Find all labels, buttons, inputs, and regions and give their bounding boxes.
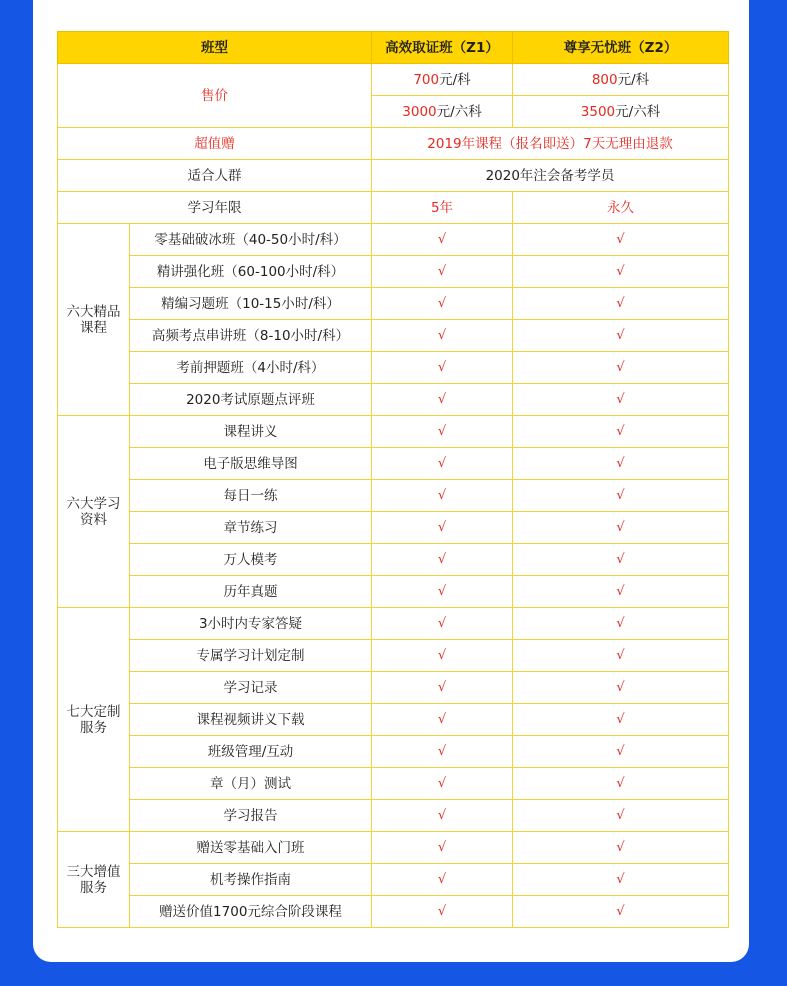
price-z1-single-unit: 元/科 <box>439 71 471 88</box>
term-z2: 永久 <box>513 192 729 224</box>
check-mark-z2: √ <box>513 448 729 480</box>
group-title-text: 六大学习 资料 <box>66 495 121 528</box>
bonus-label: 超值赠 <box>58 128 372 160</box>
price-z1-single-number: 700 <box>413 71 440 88</box>
feature-row <box>58 448 729 480</box>
check-mark-z2: √ <box>513 544 729 576</box>
header-plan-z1: 高效取证班（Z1） <box>372 32 513 64</box>
feature-name: 班级管理/互动 <box>130 736 372 768</box>
feature-row <box>58 832 729 864</box>
feature-row <box>58 672 729 704</box>
audience-label: 适合人群 <box>58 160 372 192</box>
feature-name: 2020考试原题点评班 <box>130 384 372 416</box>
feature-row <box>58 224 729 256</box>
check-mark-z1: √ <box>372 832 513 864</box>
check-mark-z2: √ <box>513 384 729 416</box>
check-mark-z1: √ <box>372 544 513 576</box>
check-mark-z2: √ <box>513 320 729 352</box>
feature-name: 专属学习计划定制 <box>130 640 372 672</box>
check-mark-z2: √ <box>513 416 729 448</box>
feature-row <box>58 480 729 512</box>
group-title <box>58 416 130 608</box>
check-mark-z1: √ <box>372 320 513 352</box>
check-mark-z2: √ <box>513 480 729 512</box>
check-mark-z1: √ <box>372 736 513 768</box>
check-mark-z2: √ <box>513 512 729 544</box>
check-mark-z2: √ <box>513 832 729 864</box>
price-row-single <box>58 64 729 96</box>
header-plan-z2: 尊享无忧班（Z2） <box>513 32 729 64</box>
check-mark-z1: √ <box>372 864 513 896</box>
feature-row <box>58 640 729 672</box>
check-mark-z1: √ <box>372 576 513 608</box>
check-mark-z1: √ <box>372 480 513 512</box>
check-mark-z1: √ <box>372 672 513 704</box>
check-mark-z2: √ <box>513 800 729 832</box>
feature-name: 高频考点串讲班（8-10小时/科） <box>130 320 372 352</box>
check-mark-z1: √ <box>372 224 513 256</box>
feature-name: 课程视频讲义下载 <box>130 704 372 736</box>
feature-name: 每日一练 <box>130 480 372 512</box>
check-mark-z2: √ <box>513 672 729 704</box>
feature-row <box>58 320 729 352</box>
term-row <box>58 192 729 224</box>
price-z2-single-unit: 元/科 <box>617 71 650 88</box>
check-mark-z2: √ <box>513 864 729 896</box>
check-mark-z1: √ <box>372 384 513 416</box>
check-mark-z2: √ <box>513 896 729 928</box>
price-z1-six <box>372 96 513 128</box>
bonus-value: 2019年课程（报名即送）7天无理由退款 <box>372 128 729 160</box>
group-title <box>58 832 130 928</box>
feature-name: 精编习题班（10-15小时/科） <box>130 288 372 320</box>
price-z1-six-number: 3000 <box>402 103 437 120</box>
feature-row <box>58 416 729 448</box>
feature-row <box>58 736 729 768</box>
price-z2-six <box>513 96 729 128</box>
feature-name: 学习报告 <box>130 800 372 832</box>
feature-row <box>58 704 729 736</box>
check-mark-z1: √ <box>372 768 513 800</box>
check-mark-z1: √ <box>372 512 513 544</box>
check-mark-z2: √ <box>513 640 729 672</box>
feature-row <box>58 352 729 384</box>
price-z1-single <box>372 64 513 96</box>
feature-row <box>58 800 729 832</box>
feature-name: 课程讲义 <box>130 416 372 448</box>
price-label: 售价 <box>58 64 372 128</box>
feature-row <box>58 512 729 544</box>
feature-name: 机考操作指南 <box>130 864 372 896</box>
feature-name: 考前押题班（4小时/科） <box>130 352 372 384</box>
price-z2-single <box>513 64 729 96</box>
check-mark-z1: √ <box>372 416 513 448</box>
group-title <box>58 608 130 832</box>
check-mark-z2: √ <box>513 704 729 736</box>
check-mark-z1: √ <box>372 608 513 640</box>
group-title-text: 七大定制 服务 <box>66 703 121 736</box>
check-mark-z1: √ <box>372 896 513 928</box>
feature-row <box>58 576 729 608</box>
check-mark-z2: √ <box>513 608 729 640</box>
check-mark-z1: √ <box>372 448 513 480</box>
term-z1: 5年 <box>372 192 513 224</box>
feature-name: 章节练习 <box>130 512 372 544</box>
header-class-type: 班型 <box>58 32 372 64</box>
check-mark-z1: √ <box>372 640 513 672</box>
feature-name: 章（月）测试 <box>130 768 372 800</box>
table-header-row <box>58 32 729 64</box>
audience-value: 2020年注会备考学员 <box>372 160 729 192</box>
check-mark-z2: √ <box>513 736 729 768</box>
feature-name: 3小时内专家答疑 <box>130 608 372 640</box>
feature-row <box>58 896 729 928</box>
check-mark-z2: √ <box>513 576 729 608</box>
feature-name: 历年真题 <box>130 576 372 608</box>
check-mark-z2: √ <box>513 224 729 256</box>
check-mark-z2: √ <box>513 288 729 320</box>
price-z1-six-unit: 元/六科 <box>436 103 482 120</box>
group-title <box>58 224 130 416</box>
feature-row <box>58 544 729 576</box>
feature-name: 学习记录 <box>130 672 372 704</box>
feature-name: 赠送零基础入门班 <box>130 832 372 864</box>
feature-row <box>58 864 729 896</box>
price-z2-single-number: 800 <box>591 71 618 88</box>
check-mark-z2: √ <box>513 256 729 288</box>
feature-row <box>58 768 729 800</box>
feature-row <box>58 256 729 288</box>
comparison-table <box>57 31 729 928</box>
price-z2-six-unit: 元/六科 <box>615 103 661 120</box>
check-mark-z1: √ <box>372 800 513 832</box>
feature-name: 零基础破冰班（40-50小时/科） <box>130 224 372 256</box>
check-mark-z2: √ <box>513 768 729 800</box>
audience-row <box>58 160 729 192</box>
term-label: 学习年限 <box>58 192 372 224</box>
feature-name: 万人模考 <box>130 544 372 576</box>
group-title-text: 三大增值 服务 <box>66 863 121 896</box>
feature-row <box>58 384 729 416</box>
bonus-row <box>58 128 729 160</box>
group-title-text: 六大精品 课程 <box>66 303 121 336</box>
price-z2-six-number: 3500 <box>580 103 616 120</box>
feature-name: 赠送价值1700元综合阶段课程 <box>130 896 372 928</box>
check-mark-z1: √ <box>372 288 513 320</box>
check-mark-z1: √ <box>372 352 513 384</box>
feature-name: 电子版思维导图 <box>130 448 372 480</box>
feature-row <box>58 288 729 320</box>
check-mark-z1: √ <box>372 256 513 288</box>
check-mark-z2: √ <box>513 352 729 384</box>
feature-row <box>58 608 729 640</box>
check-mark-z1: √ <box>372 704 513 736</box>
feature-name: 精讲强化班（60-100小时/科） <box>130 256 372 288</box>
